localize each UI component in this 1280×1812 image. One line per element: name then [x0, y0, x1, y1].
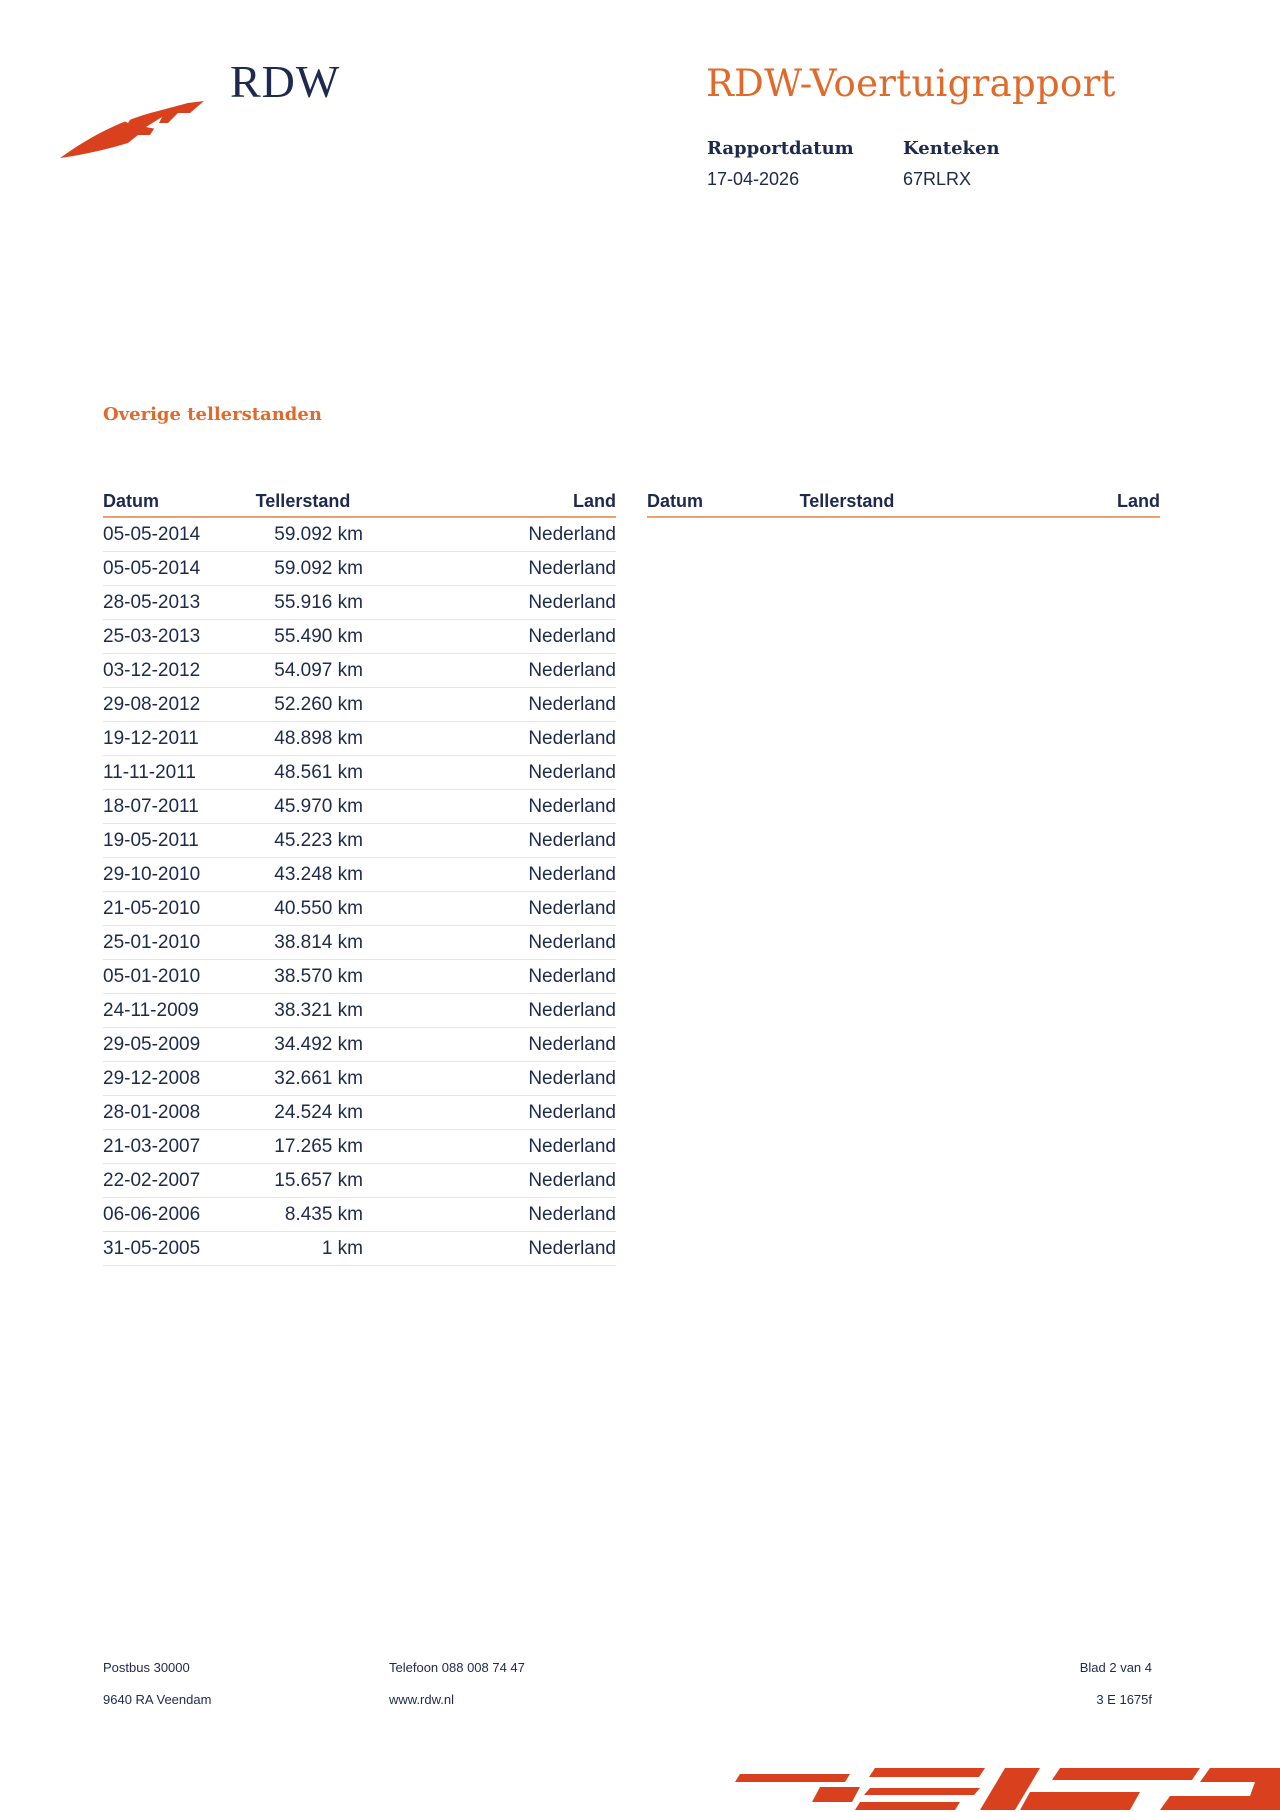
cell-odometer: 48.561 km [274, 761, 363, 783]
cell-country: Nederland [528, 1033, 616, 1055]
cell-odometer: 17.265 km [274, 1135, 363, 1157]
rdw-logo [58, 55, 358, 165]
section-title: Overige tellerstanden [103, 404, 322, 425]
table-row [103, 620, 616, 654]
cell-date: 29-12-2008 [103, 1067, 201, 1089]
cell-country: Nederland [528, 931, 616, 953]
cell-date: 31-05-2005 [103, 1237, 201, 1259]
cell-odometer: 55.916 km [274, 591, 363, 613]
table-row [103, 1232, 616, 1266]
table-row [103, 688, 616, 722]
cell-date: 21-03-2007 [103, 1135, 201, 1157]
plate-block [903, 138, 1000, 190]
cell-date: 03-12-2012 [103, 659, 201, 681]
header-date: Datum [647, 491, 704, 511]
cell-odometer: 34.492 km [274, 1033, 363, 1055]
footer-page-info [1060, 1660, 1152, 1724]
cell-date: 28-01-2008 [103, 1101, 201, 1123]
table-row [103, 756, 616, 790]
cell-odometer: 52.260 km [274, 693, 363, 715]
cell-odometer: 59.092 km [274, 523, 363, 545]
cell-odometer: 38.321 km [274, 999, 363, 1021]
plate-label: Kenteken [903, 138, 1000, 159]
cell-odometer: 8.435 km [284, 1203, 363, 1225]
cell-odometer: 55.490 km [274, 625, 363, 647]
cell-odometer: 45.970 km [274, 795, 363, 817]
table-row [103, 1198, 616, 1232]
footer-city: 9640 RA Veendam [103, 1692, 212, 1707]
cell-date: 19-05-2011 [103, 829, 199, 851]
table-row [103, 1164, 616, 1198]
table-row [103, 858, 616, 892]
footer-doc-code: 3 E 1675f [1096, 1692, 1152, 1707]
cell-date: 29-05-2009 [103, 1033, 201, 1055]
cell-country: Nederland [528, 591, 616, 613]
table-row [103, 654, 616, 688]
logo-text: RDW [230, 56, 341, 107]
cell-odometer: 15.657 km [274, 1169, 363, 1191]
cell-date: 29-10-2010 [103, 863, 201, 885]
table-row [103, 1096, 616, 1130]
cell-date: 05-01-2010 [103, 965, 201, 987]
cell-country: Nederland [528, 1067, 616, 1089]
cell-odometer: 24.524 km [274, 1101, 363, 1123]
cell-odometer: 38.814 km [274, 931, 363, 953]
decorative-stripes [730, 1762, 1280, 1812]
cell-country: Nederland [528, 965, 616, 987]
header-odometer: Tellerstand [799, 491, 895, 511]
footer-address [103, 1660, 211, 1724]
cell-date: 06-06-2006 [103, 1203, 201, 1225]
cell-date: 19-12-2011 [103, 727, 199, 749]
table-row [103, 518, 616, 552]
odometer-table-right [647, 488, 1160, 518]
footer-page-number: Blad 2 van 4 [1079, 1660, 1152, 1675]
cell-country: Nederland [528, 999, 616, 1021]
odometer-table-left [103, 488, 616, 1266]
cell-date: 25-03-2013 [103, 625, 201, 647]
table-row [103, 552, 616, 586]
report-date-label: Rapportdatum [707, 138, 854, 159]
cell-date: 29-08-2012 [103, 693, 201, 715]
table-body [103, 518, 616, 1266]
cell-country: Nederland [528, 1135, 616, 1157]
table-row [103, 926, 616, 960]
footer-phone: Telefoon 088 008 74 47 [389, 1660, 525, 1675]
table-row [103, 960, 616, 994]
cell-date: 05-05-2014 [103, 557, 201, 579]
cell-date: 24-11-2009 [103, 999, 199, 1021]
plate-value: 67RLRX [903, 169, 972, 189]
cell-date: 22-02-2007 [103, 1169, 201, 1191]
cell-country: Nederland [528, 829, 616, 851]
cell-odometer: 32.661 km [274, 1067, 363, 1089]
cell-country: Nederland [528, 897, 616, 919]
table-row [103, 790, 616, 824]
table-header [647, 488, 1160, 518]
cell-odometer: 45.223 km [274, 829, 363, 851]
cell-country: Nederland [528, 1237, 616, 1259]
table-row [103, 824, 616, 858]
cell-country: Nederland [528, 1169, 616, 1191]
cell-country: Nederland [528, 523, 616, 545]
table-row [103, 892, 616, 926]
cell-odometer: 54.097 km [274, 659, 363, 681]
cell-odometer: 38.570 km [274, 965, 363, 987]
report-title: RDW-Voertuigrapport [706, 62, 1116, 105]
footer-postbus: Postbus 30000 [103, 1660, 190, 1675]
cell-country: Nederland [528, 727, 616, 749]
cell-country: Nederland [528, 863, 616, 885]
cell-country: Nederland [528, 1101, 616, 1123]
cell-odometer: 1 km [321, 1237, 363, 1259]
table-row [103, 1130, 616, 1164]
cell-odometer: 48.898 km [274, 727, 363, 749]
report-date-block [707, 138, 854, 190]
cell-date: 25-01-2010 [103, 931, 201, 953]
cell-country: Nederland [528, 659, 616, 681]
table-row [103, 994, 616, 1028]
cell-country: Nederland [528, 795, 616, 817]
table-row [103, 1028, 616, 1062]
cell-date: 05-05-2014 [103, 523, 201, 545]
footer-website[interactable]: www.rdw.nl [389, 1692, 455, 1707]
cell-country: Nederland [528, 761, 616, 783]
cell-date: 18-07-2011 [103, 795, 199, 817]
cell-odometer: 43.248 km [274, 863, 363, 885]
report-date-value: 17-04-2026 [707, 169, 800, 189]
header-date: Datum [103, 491, 160, 511]
cell-date: 11-11-2011 [103, 761, 196, 783]
table-header [103, 488, 616, 518]
cell-country: Nederland [528, 693, 616, 715]
header-country: Land [1117, 491, 1160, 511]
table-row [103, 722, 616, 756]
header-country: Land [573, 491, 616, 511]
rdw-logo-icon [58, 83, 208, 163]
table-row [103, 1062, 616, 1096]
cell-odometer: 40.550 km [274, 897, 363, 919]
cell-date: 28-05-2013 [103, 591, 201, 613]
header-odometer: Tellerstand [255, 491, 351, 511]
table-row [103, 586, 616, 620]
cell-country: Nederland [528, 625, 616, 647]
footer-contact [389, 1660, 525, 1724]
cell-country: Nederland [528, 557, 616, 579]
cell-date: 21-05-2010 [103, 897, 201, 919]
cell-odometer: 59.092 km [274, 557, 363, 579]
cell-country: Nederland [528, 1203, 616, 1225]
